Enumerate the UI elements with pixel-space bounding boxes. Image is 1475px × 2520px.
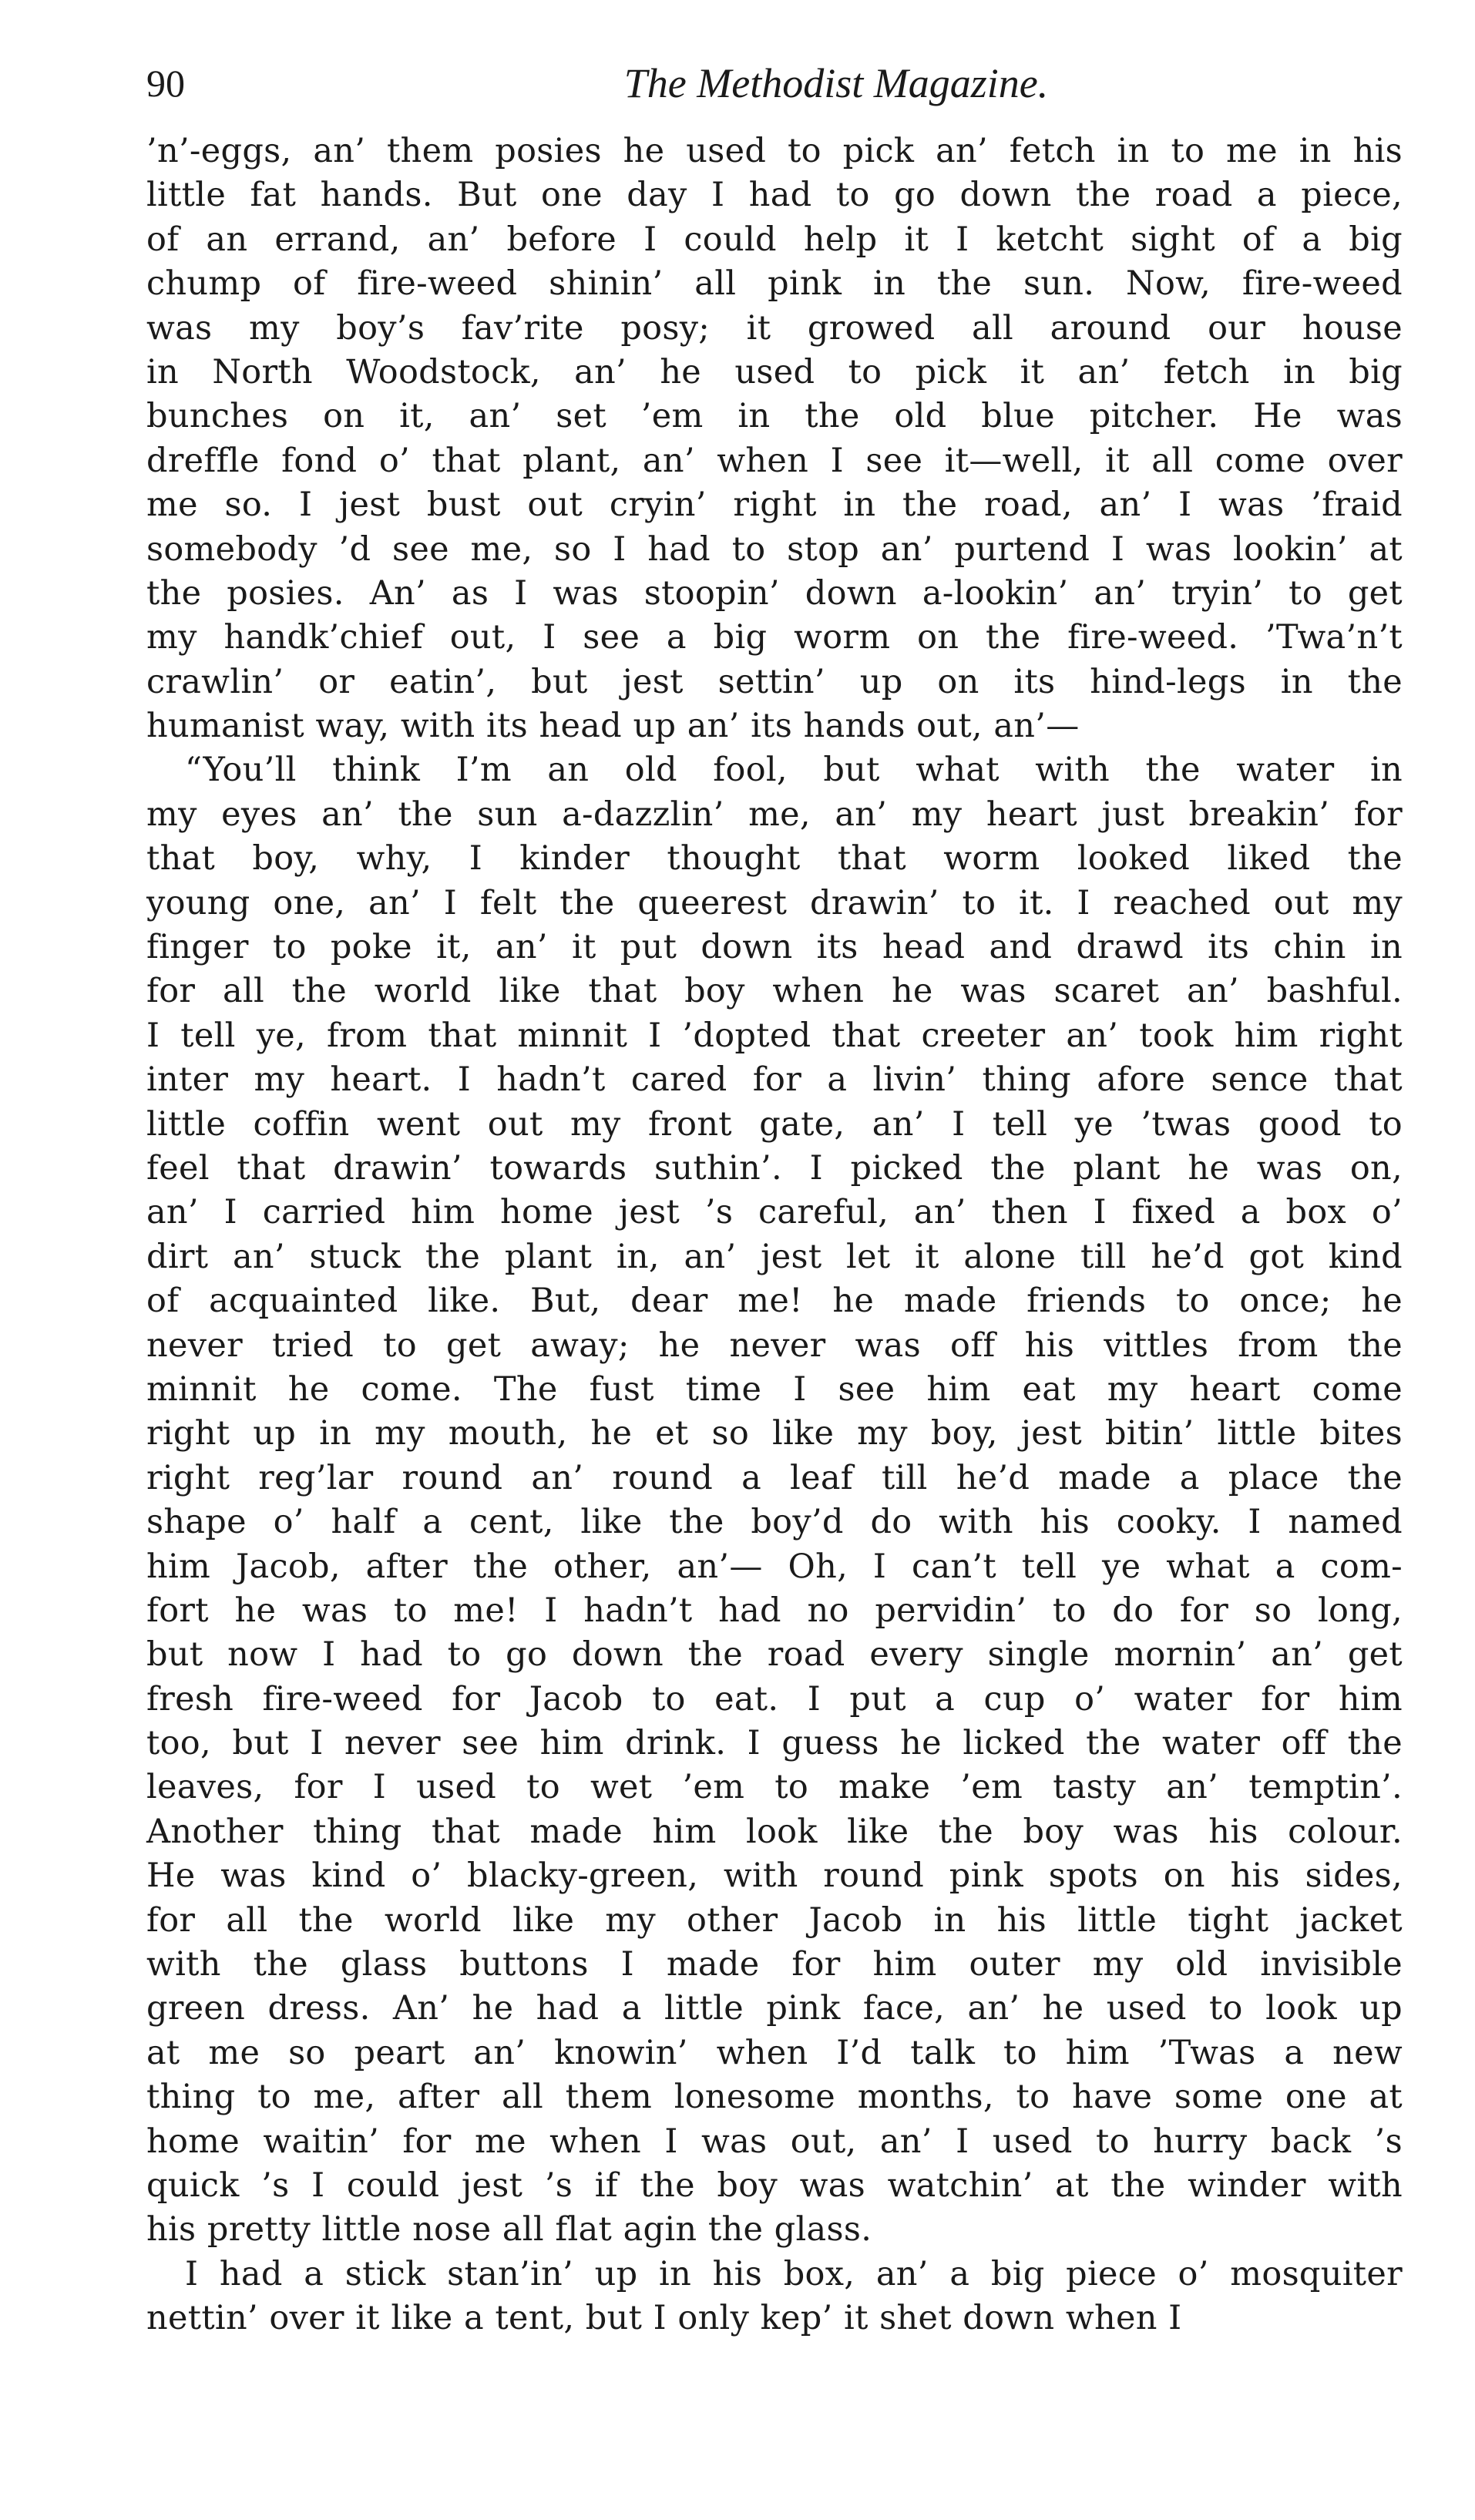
running-title: The Methodist Magazine. xyxy=(623,60,1049,106)
running-head xyxy=(146,60,1403,122)
text-line: fresh fire-weed for Jacob to eat. I put a cup o’ water for him xyxy=(146,1679,1403,1719)
text-line: me so. I jest bust out cryin’ right in the road, an’ I was ’fraid xyxy=(146,486,1403,525)
text-line: with the glass buttons I made for him outer my old invisible xyxy=(146,1945,1403,1984)
text-line: leaves, for I used to wet ’em to make ’em tasty an’ temptin’. xyxy=(146,1768,1403,1807)
text-line: I tell ye, from that minnit I ’dopted that creeter an’ took him right xyxy=(146,1016,1403,1055)
text-line: quick ’s I could jest ’s if the boy was watchin’ at the winder with xyxy=(146,2166,1403,2205)
text-line: shape o’ half a cent, like the boy’d do with his cooky. I named xyxy=(146,1503,1403,1542)
text-line: his pretty little nose all flat agin the glass. xyxy=(146,2210,872,2250)
text-line: of an errand, an’ before I could help it I ketcht sight of a big xyxy=(146,220,1403,259)
text-line: for all the world like that boy when he was scaret an’ bashful. xyxy=(146,972,1403,1011)
text-line: He was kind o’ blacky-green, with round pink spots on his sides, xyxy=(146,1856,1403,1896)
text-line: for all the world like my other Jacob in his little tight jacket xyxy=(146,1900,1403,1940)
text-line: thing to me, after all them lonesome months, to have some one at xyxy=(146,2078,1403,2117)
text-line: green dress. An’ he had a little pink face, an’ he used to look up xyxy=(146,1989,1403,2028)
text-line: little coffin went out my front gate, an’ I tell ye ’twas good to xyxy=(146,1104,1403,1144)
text-line: ’n’-eggs, an’ them posies he used to pick an’ fetch in to me in his xyxy=(146,132,1403,170)
text-line: I had a stick stan’in’ up in his box, an’ a big piece o’ mosquiter xyxy=(185,2254,1403,2293)
text-line: my eyes an’ the sun a-dazzlin’ me, an’ my heart just breakin’ for xyxy=(146,795,1403,834)
text-line: was my boy’s fav’rite posy; it growed all around our house xyxy=(146,308,1403,348)
text-line: “You’ll think I’m an old fool, but what with the water in xyxy=(185,751,1403,790)
text-line: at me so peart an’ knowin’ when I’d talk to him ’Twas a new xyxy=(146,2033,1403,2072)
text-line: home waitin’ for me when I was out, an’ I used to hurry back ’s xyxy=(146,2122,1403,2161)
text-line: right up in my mouth, he et so like my boy, jest bitin’ little bites xyxy=(146,1414,1403,1453)
text-line: Another thing that made him look like the boy was his colour. xyxy=(146,1812,1403,1851)
text-line: finger to poke it, an’ it put down its head and drawd its chin in xyxy=(146,928,1403,967)
text-line: that boy, why, I kinder thought that worm looked liked the xyxy=(146,839,1403,879)
text-line: feel that drawin’ towards suthin’. I picked the plant he was on, xyxy=(146,1148,1403,1188)
text-line: somebody ’d see me, so I had to stop an’ purtend I was lookin’ at xyxy=(146,529,1403,569)
paragraph xyxy=(146,129,1403,748)
text-line: bunches on it, an’ set ’em in the old blue pitcher. He was xyxy=(146,397,1403,436)
text-line: in North Woodstock, an’ he used to pick it an’ fetch in big xyxy=(146,352,1403,391)
text-line: minnit he come. The fust time I see him eat my heart come xyxy=(146,1369,1403,1409)
body-text xyxy=(146,129,1403,2341)
page-number: 90 xyxy=(146,62,185,105)
text-line: but now I had to go down the road every single mornin’ an’ get xyxy=(146,1635,1403,1675)
text-line: inter my heart. I hadn’t cared for a livin’ thing afore sence that xyxy=(146,1060,1403,1100)
text-line: humanist way, with its head up an’ its hands out, an’— xyxy=(146,707,1080,746)
text-line: fort he was to me! I hadn’t had no pervidin’ to do for so long, xyxy=(146,1591,1403,1630)
text-line: an’ I carried him home jest ’s careful, an’ then I fixed a box o’ xyxy=(146,1193,1403,1232)
text-line: crawlin’ or eatin’, but jest settin’ up on its hind-legs in the xyxy=(146,662,1403,701)
paragraph xyxy=(146,2253,1403,2341)
text-line: dirt an’ stuck the plant in, an’ jest let it alone till he’d got kind xyxy=(146,1237,1403,1276)
magazine-page xyxy=(146,60,1403,2341)
text-line: him Jacob, after the other, an’— Oh, I can’t tell ye what a com- xyxy=(146,1547,1403,1586)
text-line: the posies. An’ as I was stoopin’ down a-lookin’ an’ tryin’ to get xyxy=(146,573,1403,613)
text-line: little fat hands. But one day I had to go down the road a piece, xyxy=(146,176,1403,215)
text-line: nettin’ over it like a tent, but I only kep’ it shet down when I xyxy=(146,2299,1182,2338)
text-line: young one, an’ I felt the queerest drawin’ to it. I reached out my xyxy=(146,883,1403,922)
text-line: too, but I never see him drink. I guess he licked the water off the xyxy=(146,1724,1403,1763)
text-line: chump of fire-weed shinin’ all pink in the sun. Now, fire-weed xyxy=(146,264,1403,304)
paragraph xyxy=(146,748,1403,2252)
text-line: dreffle fond o’ that plant, an’ when I see it—well, it all come over xyxy=(146,441,1403,480)
text-line: right reg’lar round an’ round a leaf till he’d made a place the xyxy=(146,1458,1403,1497)
text-line: my handk’chief out, I see a big worm on the fire-weed. ’Twa’n’t xyxy=(146,618,1403,657)
text-line: of acquainted like. But, dear me! he made friends to once; he xyxy=(146,1282,1403,1321)
text-line: never tried to get away; he never was off his vittles from the xyxy=(146,1326,1403,1365)
